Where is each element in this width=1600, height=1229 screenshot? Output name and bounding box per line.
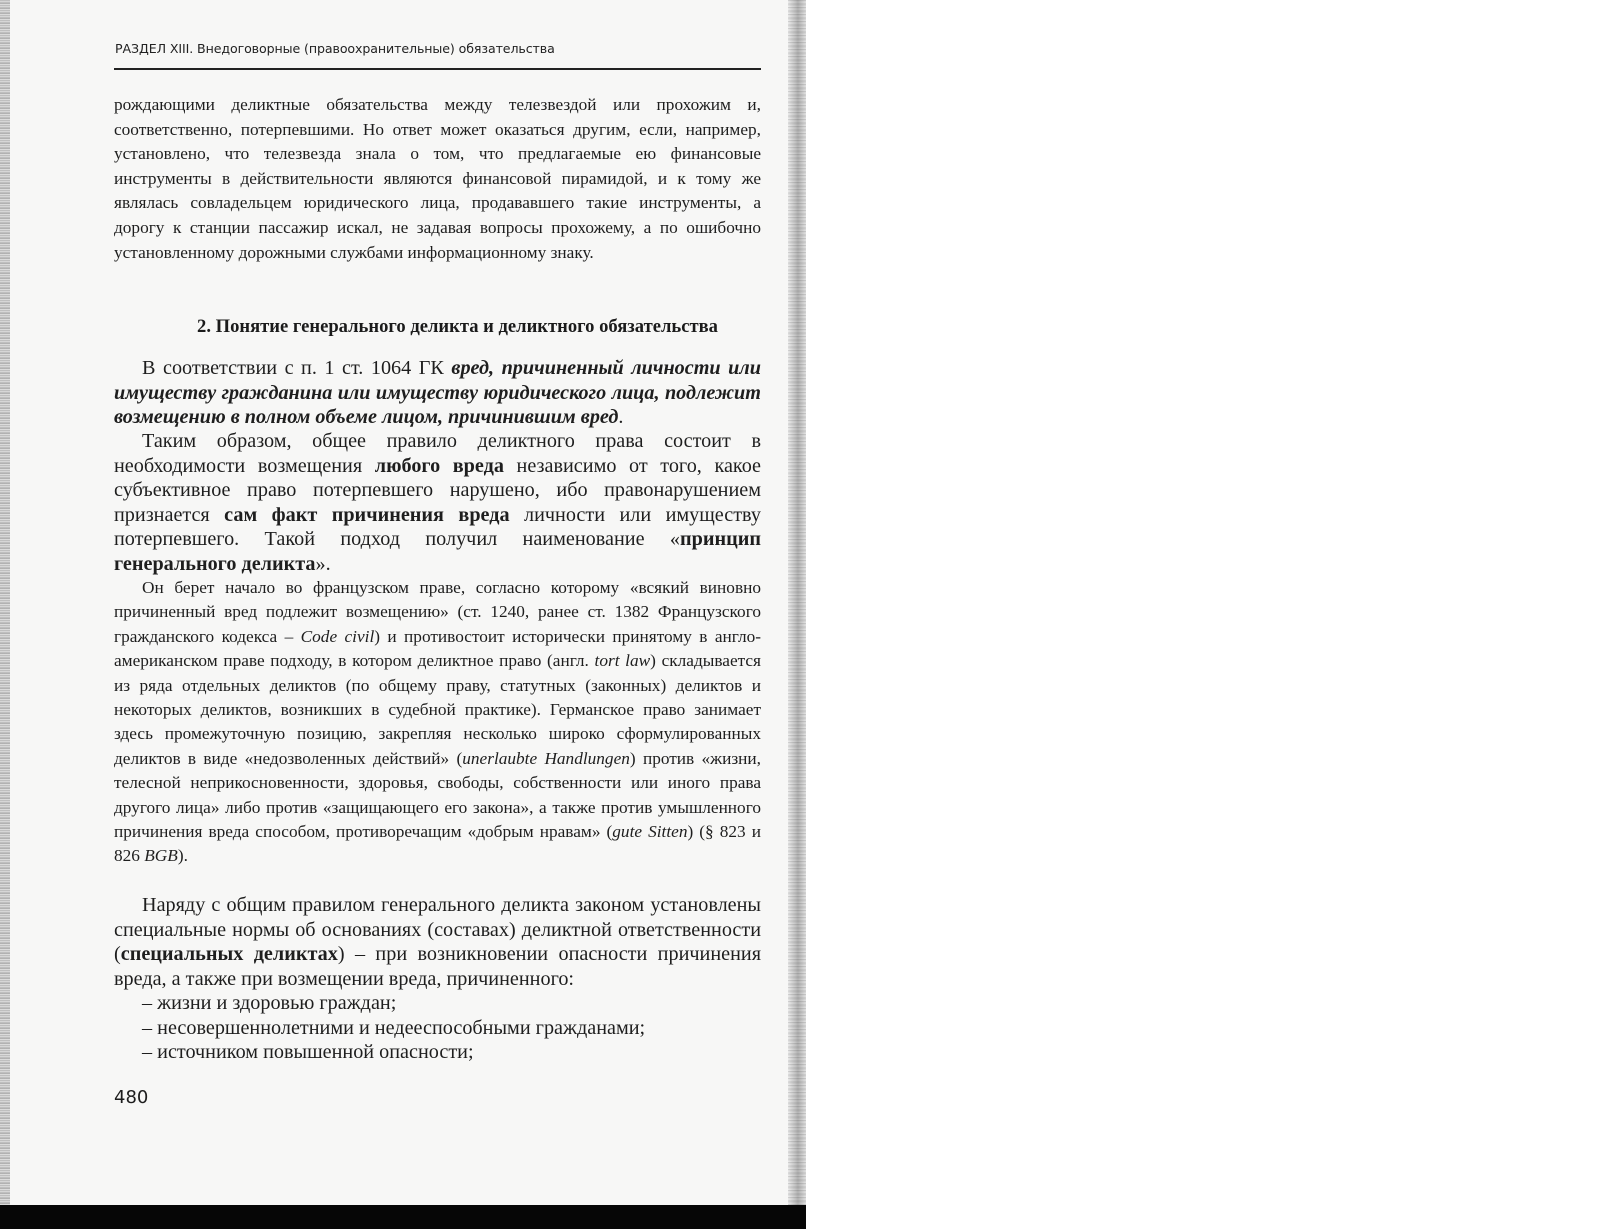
history-italic-tort-law: tort law: [594, 651, 651, 671]
list-item: – несовершеннолетними и недееспособными гражданами;: [142, 1016, 646, 1039]
list-item: – жизни и здоровью граждан;: [142, 992, 397, 1014]
paragraph-history: [114, 576, 761, 869]
intro-paragraph: рождающими деликтные обязательства между телезвездой или прохожим и, соответственно, потерпевшими. Но ответ может оказаться другим, если, например, установлено, что телезвезда знала о том, что предлагаемые ею финансовые инструменты в действительности являются финансовой пирамидой, и к тому же являлась совладельцем юридического лица, продававшего такие инструменты, а дорогу к станции пассажир искал, не задавая вопросы прохожему, а по ошибочно установленному дорожными службами информационному знаку.: [114, 95, 761, 262]
law-lead-text: В соответствии с п. 1 ст. 1064 ГК: [142, 357, 452, 379]
rule-text-1: Таким образом, общее правило деликтного права состоит в необходимости возмещения: [114, 430, 761, 477]
rule-bold-principle: принцип генерального деликта: [114, 528, 761, 575]
left-page-edge-shadow: [0, 0, 10, 1205]
section-heading: 2. Понятие генерального деликта и деликтного обязательства: [197, 316, 718, 337]
history-italic-gute-sitten: gute Sitten: [612, 822, 688, 842]
law-tail-text: .: [618, 406, 624, 429]
page-number: 480: [114, 1087, 149, 1108]
history-text-1: Он берет начало во французском праве, согласно которому «всякий виновно причиненный вред подлежит возмещению» (ст. 1240, ранее ст. 1382 Французского гражданского кодекса –: [114, 578, 761, 646]
history-italic-code-civil: Code civil: [300, 626, 375, 646]
history-text-2: ) и противостоит исторически принятому в англо-американском праве подходу, в котором деликтное право (англ.: [114, 626, 762, 671]
history-text-6: ).: [177, 846, 188, 866]
special-text-2: ) – при возникновении опасности причинения вреда, а также при возмещении вреда, причиненного:: [114, 943, 761, 990]
special-text-1: Наряду с общим правилом генерального деликта законом установлены специальные нормы об основаниях (составах) деликтной ответственности (: [114, 894, 761, 966]
header-rule: [114, 68, 761, 70]
special-bold-special-torts: специальных деликтах: [120, 943, 338, 966]
rule-text-3: личности или имуществу потерпевшего. Такой подход получил наименование «: [114, 503, 761, 551]
history-italic-bgb: BGB: [144, 846, 178, 866]
history-italic-unerlaubte: unerlaubte Handlungen: [462, 748, 630, 768]
rule-bold-fact-of-harm: сам факт причинения вреда: [224, 503, 510, 526]
book-gutter-shadow: [788, 0, 806, 1205]
history-text-5: ) (§ 823 и 826: [114, 822, 761, 866]
harm-list: [114, 991, 761, 1065]
list-item: – источником повышенной опасности;: [142, 1041, 474, 1064]
scanner-bottom-edge: [0, 1205, 806, 1229]
law-emphasis-text: вред, причиненный личности или имуществу гражданина или имуществу юридического лица, подлежит возмещению в полном объеме лицом, причинившим вред: [114, 357, 761, 429]
rule-text-4: ».: [315, 552, 331, 575]
paragraph-general-rule: [114, 429, 761, 577]
history-text-3: ) складывается из ряда отдельных деликтов (по общему праву, статутных (законных) деликтов и некоторых деликтов, возникших в судебной практике). Германское право занимает здесь промежуточную позицию, закрепляя несколько широко сформулированных деликтов в виде «недозволенных действий» (: [114, 651, 762, 768]
history-text-4: ) против «жизни, телесной неприкосновенности, здоровья, свободы, собственности или иного права другого лица» либо против «защищающего его закона», а также против умышленного причинения вреда способом, противоречащим «добрым нравам» (: [114, 748, 761, 842]
running-header: РАЗДЕЛ XIII. Внедоговорные (правоохранительные) обязательства: [115, 41, 555, 56]
paragraph-special-torts: [114, 893, 761, 991]
rule-bold-any-harm: любого вреда: [374, 454, 504, 477]
rule-text-2: независимо от того, какое субъективное право потерпевшего нарушено, ибо правонарушением признается: [114, 454, 761, 526]
paragraph-law-quote: [114, 356, 761, 430]
